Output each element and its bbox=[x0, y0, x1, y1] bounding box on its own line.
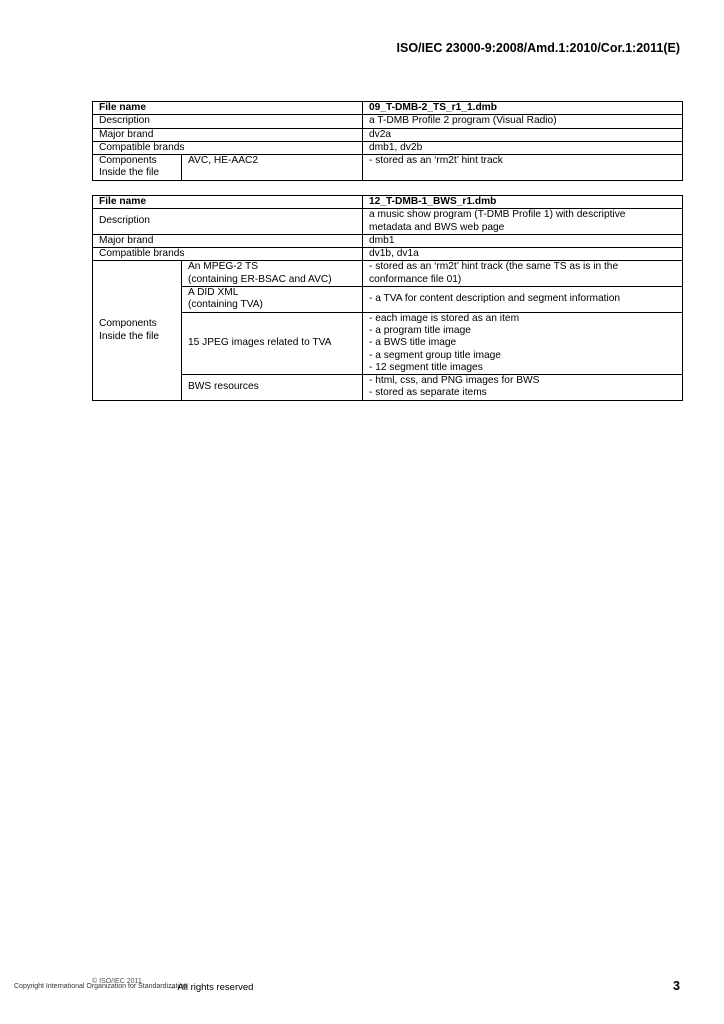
file-table-09 bbox=[92, 101, 683, 181]
description-line: a music show program (T-DMB Profile 1) with descriptive bbox=[369, 209, 626, 221]
component-desc: - stored as an ‘rm2t’ hint track bbox=[363, 155, 683, 181]
component-desc-line: - a BWS title image bbox=[369, 337, 457, 349]
compatible-brands-label: Compatible brands bbox=[93, 248, 363, 261]
description-line: metadata and BWS web page bbox=[369, 221, 505, 233]
compatible-brands-value: dv1b, dv1a bbox=[363, 248, 683, 261]
component-desc-line: - a program title image bbox=[369, 324, 471, 336]
component-name-line: 15 JPEG images related to TVA bbox=[188, 337, 332, 349]
description-value bbox=[363, 209, 683, 235]
component-name-line: An MPEG-2 TS bbox=[188, 261, 259, 273]
major-brand-value: dmb1 bbox=[363, 234, 683, 247]
components-label bbox=[93, 261, 182, 400]
component-desc-line: - each image is stored as an item bbox=[369, 312, 520, 324]
table-row bbox=[93, 248, 683, 261]
major-brand-label: Major brand bbox=[93, 234, 363, 247]
table-row bbox=[93, 115, 683, 128]
component-name bbox=[182, 375, 363, 401]
table-row bbox=[93, 102, 683, 115]
component-desc-line: - a TVA for content description and segment information bbox=[369, 293, 621, 305]
file-name-label: File name bbox=[93, 102, 363, 115]
compatible-brands-label: Compatible brands bbox=[93, 141, 363, 154]
description-label: Description bbox=[93, 209, 363, 235]
file-name-value: 12_T-DMB-1_BWS_r1.dmb bbox=[363, 196, 683, 209]
components-label-line: Components bbox=[99, 155, 157, 167]
component-name-line: (containing ER-BSAC and AVC) bbox=[188, 273, 332, 285]
component-desc bbox=[363, 375, 683, 401]
major-brand-label: Major brand bbox=[93, 128, 363, 141]
component-name-line: (containing TVA) bbox=[188, 299, 263, 311]
table-row bbox=[93, 196, 683, 209]
component-desc-line: - stored as separate items bbox=[369, 387, 487, 399]
component-name-line: A DID XML bbox=[188, 287, 239, 299]
table-row bbox=[93, 234, 683, 247]
major-brand-value: dv2a bbox=[363, 128, 683, 141]
component-name bbox=[182, 312, 363, 374]
components-label bbox=[93, 155, 182, 181]
file-name-value: 09_T-DMB-2_TS_r1_1.dmb bbox=[363, 102, 683, 115]
components-label-line: Components bbox=[99, 318, 157, 330]
description-label: Description bbox=[93, 115, 363, 128]
table-row bbox=[93, 375, 683, 401]
components-label-line: Inside the file bbox=[99, 330, 160, 342]
table-row bbox=[93, 209, 683, 235]
table-row bbox=[93, 312, 683, 374]
file-table-12 bbox=[92, 195, 683, 401]
components-label-line: Inside the file bbox=[99, 167, 160, 179]
component-desc bbox=[363, 261, 683, 287]
footer-copyright: Copyright International Organization for Standardization bbox=[14, 983, 187, 990]
component-desc-line: - stored as an ‘rm2t’ hint track (the same TS as is in the bbox=[369, 261, 619, 273]
table-row bbox=[93, 155, 683, 181]
table-row bbox=[93, 261, 683, 287]
component-desc-line: - a segment group title image bbox=[369, 349, 501, 361]
component-desc bbox=[363, 287, 683, 313]
compatible-brands-value: dmb1, dv2b bbox=[363, 141, 683, 154]
component-name-line: BWS resources bbox=[188, 381, 259, 393]
component-name bbox=[182, 287, 363, 313]
file-name-label: File name bbox=[93, 196, 363, 209]
component-desc-line: - 12 segment title images bbox=[369, 361, 483, 373]
description-value: a T-DMB Profile 2 program (Visual Radio) bbox=[363, 115, 683, 128]
component-name: AVC, HE-AAC2 bbox=[182, 155, 363, 181]
table-row bbox=[93, 128, 683, 141]
component-desc-line: - html, css, and PNG images for BWS bbox=[369, 375, 540, 387]
table-row bbox=[93, 141, 683, 154]
component-desc bbox=[363, 312, 683, 374]
component-desc-line: conformance file 01) bbox=[369, 273, 462, 285]
footer-rights: – All rights reserved bbox=[170, 982, 254, 993]
footer-iso-mark: © ISO/IEC 2011 bbox=[92, 978, 142, 985]
page-number: 3 bbox=[673, 979, 680, 993]
document-header-id: ISO/IEC 23000-9:2008/Amd.1:2010/Cor.1:2011(E) bbox=[396, 41, 680, 55]
table-row bbox=[93, 287, 683, 313]
component-name bbox=[182, 261, 363, 287]
